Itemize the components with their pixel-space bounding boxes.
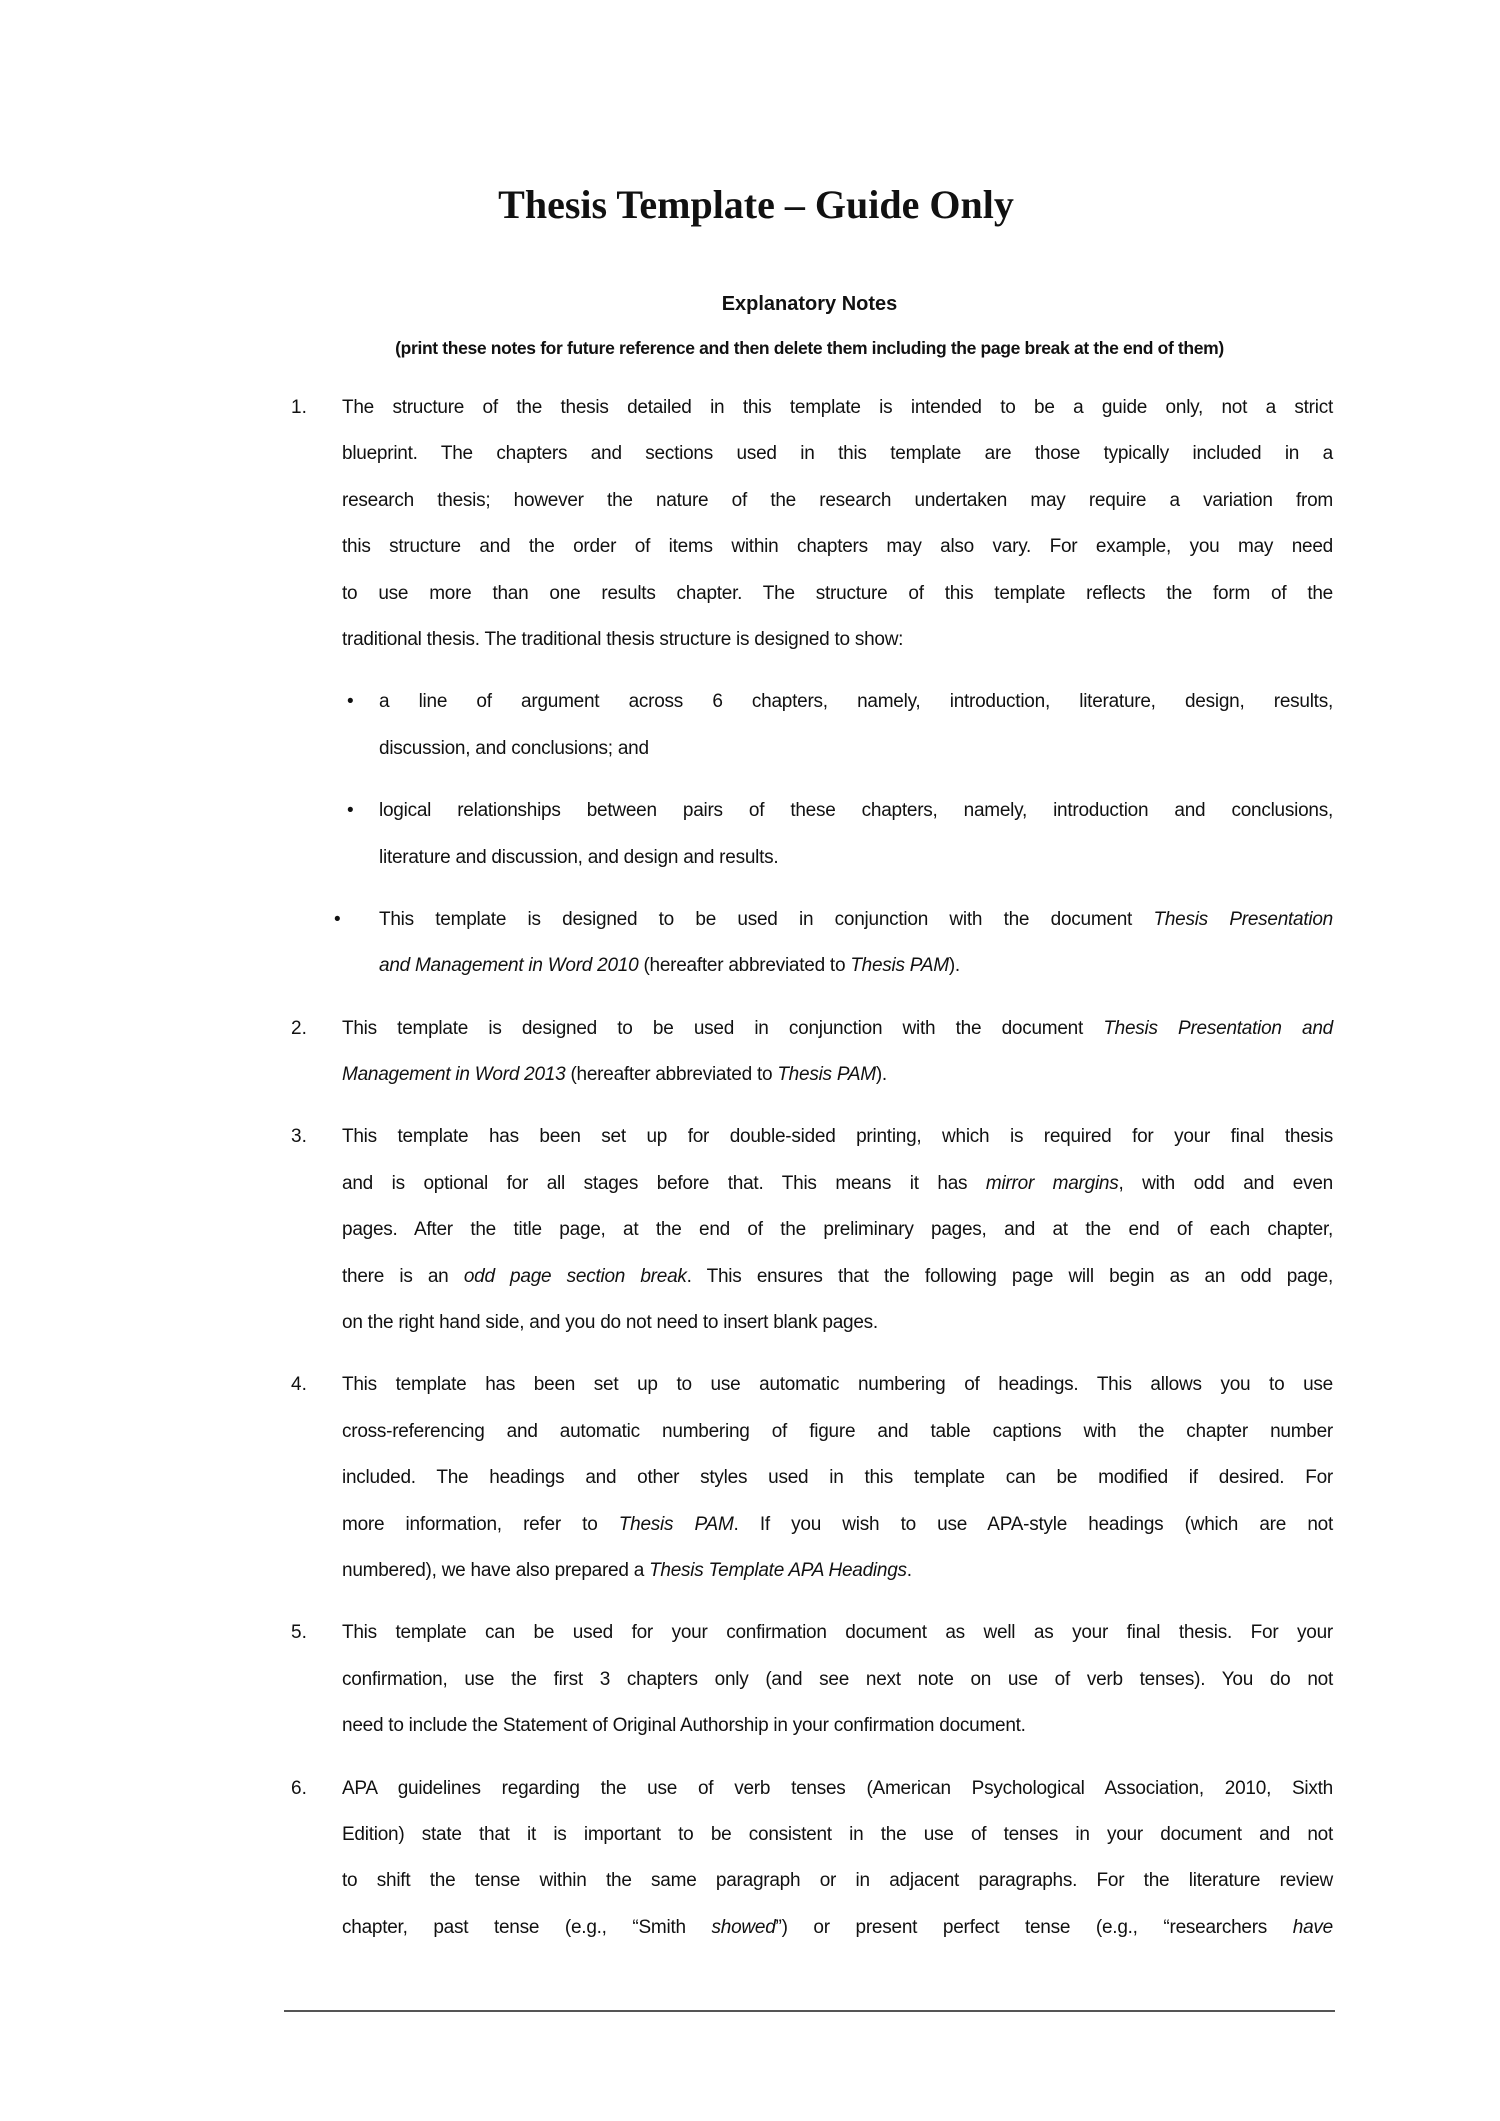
numbered-note [0,1766,1500,1952]
italic-text: and Management in Word 2010 [379,955,639,977]
italic-text: showed [711,1916,776,1938]
text-line: and Management in Word 2010 (hereafter abbreviated to Thesis PAM). [379,955,960,977]
text-line: included. The headings and other styles used in this template can be modified if desired. For [342,1467,1333,1489]
bullet-icon: • [334,908,341,930]
text-line: The structure of the thesis detailed in this template is intended to be a guide only, not a strict [342,397,1333,418]
italic-text: Thesis PAM [777,1064,876,1086]
bullet-point [0,679,1500,772]
notes-list [0,385,1500,1967]
italic-text: Thesis PAM [618,1513,734,1535]
numbered-note [0,1362,1500,1594]
text-line: This template has been set up for double-sided printing, which is required for your final thesis [342,1126,1333,1148]
document-title: Thesis Template – Guide Only [498,182,1014,227]
italic-text: have [1292,1916,1333,1938]
text-line: confirmation, use the first 3 chapters only (and see next note on use of verb tenses). You do not [342,1668,1333,1690]
text-line: This template is designed to be used in conjunction with the document Thesis Presentation [379,908,1333,930]
text-line: numbered), we have also prepared a Thesis Template APA Headings. [342,1559,912,1581]
footer-divider [284,2010,1335,2012]
text-line: traditional thesis. The traditional thesis structure is designed to show: [342,628,904,650]
text-line: more information, refer to Thesis PAM. If you wish to use APA-style headings (which are not [342,1513,1333,1535]
text-line: literature and discussion, and design and results. [379,846,779,868]
note-number: 5. [291,1622,307,1644]
italic-text: Thesis Presentation [1153,908,1333,930]
italic-text: mirror margins [985,1172,1119,1194]
italic-text: Thesis Presentation and [1103,1017,1333,1039]
numbered-note [0,1006,1500,1099]
note-number: 4. [291,1374,307,1396]
italic-text: Thesis Template APA Headings [649,1559,907,1581]
text-line: to shift the tense within the same paragraph or in adjacent paragraphs. For the literature review [342,1870,1333,1892]
text-line: need to include the Statement of Original Authorship in your confirmation document. [342,1715,1026,1737]
note-number: 6. [291,1777,307,1799]
numbered-note [0,1114,1500,1346]
note-number: 1. [291,397,307,418]
bullet-icon: • [347,800,354,822]
text-line: chapter, past tense (e.g., “Smith showed”) or present perfect tense (e.g., “researchers have [342,1916,1333,1938]
text-line: a line of argument across 6 chapters, namely, introduction, literature, design, results, [379,691,1333,713]
text-line: discussion, and conclusions; and [379,737,649,759]
text-line: This template has been set up to use automatic numbering of headings. This allows you to use [342,1374,1333,1396]
italic-text: Management in Word 2013 [342,1064,566,1086]
italic-text: Thesis PAM [850,955,949,977]
explanatory-notes-subheading: (print these notes for future reference and then delete them including the page break at the end of them) [395,338,1224,358]
text-line: on the right hand side, and you do not need to insert blank pages. [342,1312,878,1334]
text-line: This template can be used for your confirmation document as well as your final thesis. For your [342,1622,1333,1644]
text-line: This template is designed to be used in conjunction with the document Thesis Presentation and [342,1017,1333,1039]
text-line: pages. After the title page, at the end of the preliminary pages, and at the end of each chapter, [342,1219,1333,1241]
text-line: Management in Word 2013 (hereafter abbreviated to Thesis PAM). [342,1064,887,1086]
text-line: research thesis; however the nature of the research undertaken may require a variation from [342,489,1333,511]
text-line: there is an odd page section break. This ensures that the following page will begin as an odd page, [342,1265,1333,1287]
text-line: Edition) state that it is important to be consistent in the use of tenses in your document and not [342,1823,1333,1845]
text-line: to use more than one results chapter. The structure of this template reflects the form of the [342,582,1333,604]
bullet-point [0,897,1500,990]
text-line: cross-referencing and automatic numbering of figure and table captions with the chapter number [342,1420,1333,1442]
italic-text: odd page section break [463,1265,687,1287]
bullet-icon: • [347,691,354,713]
note-number: 2. [291,1017,307,1039]
text-line: and is optional for all stages before that. This means it has mirror margins, with odd and even [342,1172,1333,1194]
text-line: logical relationships between pairs of these chapters, namely, introduction and conclusions, [379,800,1333,822]
text-line: blueprint. The chapters and sections used in this template are those typically included in a [342,443,1333,465]
bullet-point [0,788,1500,881]
note-number: 3. [291,1126,307,1148]
numbered-note [0,1610,1500,1749]
text-line: this structure and the order of items within chapters may also vary. For example, you may need [342,536,1333,558]
explanatory-notes-heading: Explanatory Notes [721,293,898,315]
numbered-note [0,385,1500,663]
text-line: APA guidelines regarding the use of verb tenses (American Psychological Association, 2010, Sixth [342,1777,1333,1799]
